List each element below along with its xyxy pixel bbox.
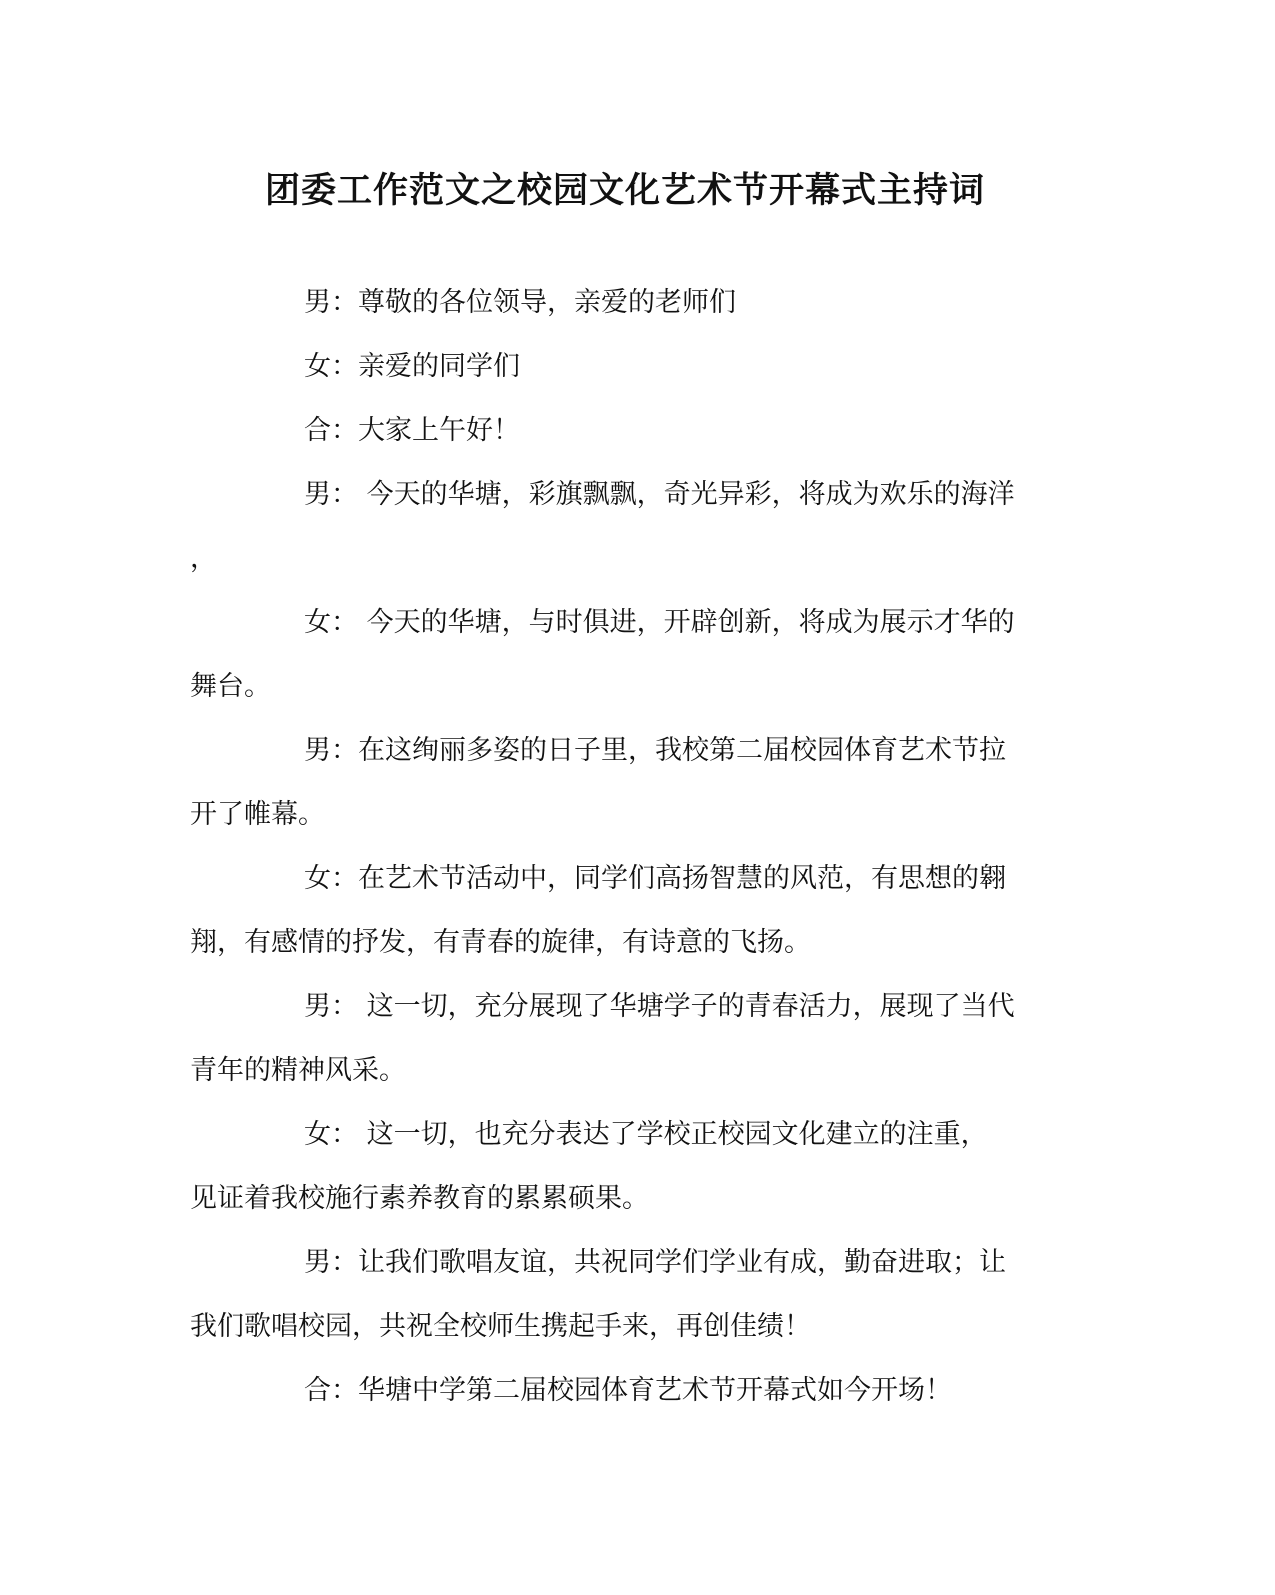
paragraph-line: 女： 这一切，也充分表达了学校正校园文化建立的注重， <box>304 1119 988 1150</box>
paragraph-7 <box>190 847 1065 975</box>
paragraph-line: 开了帷幕。 <box>190 799 325 830</box>
paragraph-line: 合：华塘中学第二届校园体育艺术节开幕式如今开场！ <box>304 1375 952 1406</box>
document-title: 团委工作范文之校园文化艺术节开幕式主持词 <box>264 170 985 211</box>
paragraph-1 <box>190 271 1065 335</box>
paragraph-5 <box>190 591 1065 719</box>
paragraph-4 <box>190 463 1065 591</box>
paragraph-line: 翔，有感情的抒发，有青春的旋律，有诗意的飞扬。 <box>190 927 811 958</box>
paragraph-line: 青年的精神风采。 <box>190 1055 406 1086</box>
paragraph-6 <box>190 719 1065 847</box>
paragraph-11 <box>190 1359 1065 1423</box>
paragraph-line: 见证着我校施行素养教育的累累硕果。 <box>190 1183 649 1214</box>
paragraph-line: 男：让我们歌唱友谊，共祝同学们学业有成，勤奋进取；让 <box>304 1247 1006 1278</box>
paragraph-9 <box>190 1103 1065 1231</box>
paragraph-10 <box>190 1231 1065 1359</box>
paragraph-line: 男：在这绚丽多姿的日子里，我校第二届校园体育艺术节拉 <box>304 735 1006 766</box>
paragraph-2 <box>190 335 1065 399</box>
paragraph-line: 我们歌唱校园，共祝全校师生携起手来，再创佳绩！ <box>190 1311 811 1342</box>
paragraph-line: 男： 今天的华塘，彩旗飘飘，奇光异彩，将成为欢乐的海洋 <box>304 479 1015 510</box>
paragraph-line: 女： 今天的华塘，与时俱进，开辟创新，将成为展示才华的 <box>304 607 1015 638</box>
paragraph-line: ， <box>190 543 217 574</box>
paragraph-line: 女：亲爱的同学们 <box>304 351 520 382</box>
paragraph-8 <box>190 975 1065 1103</box>
paragraph-line: 女：在艺术节活动中，同学们高扬智慧的风范，有思想的翱 <box>304 863 1006 894</box>
paragraph-line: 男：尊敬的各位领导，亲爱的老师们 <box>304 287 736 318</box>
paragraph-line: 合：大家上午好！ <box>304 415 520 446</box>
paragraph-line: 男： 这一切，充分展现了华塘学子的青春活力，展现了当代 <box>304 991 1015 1022</box>
paragraph-line: 舞台。 <box>190 671 271 702</box>
paragraph-3 <box>190 399 1065 463</box>
